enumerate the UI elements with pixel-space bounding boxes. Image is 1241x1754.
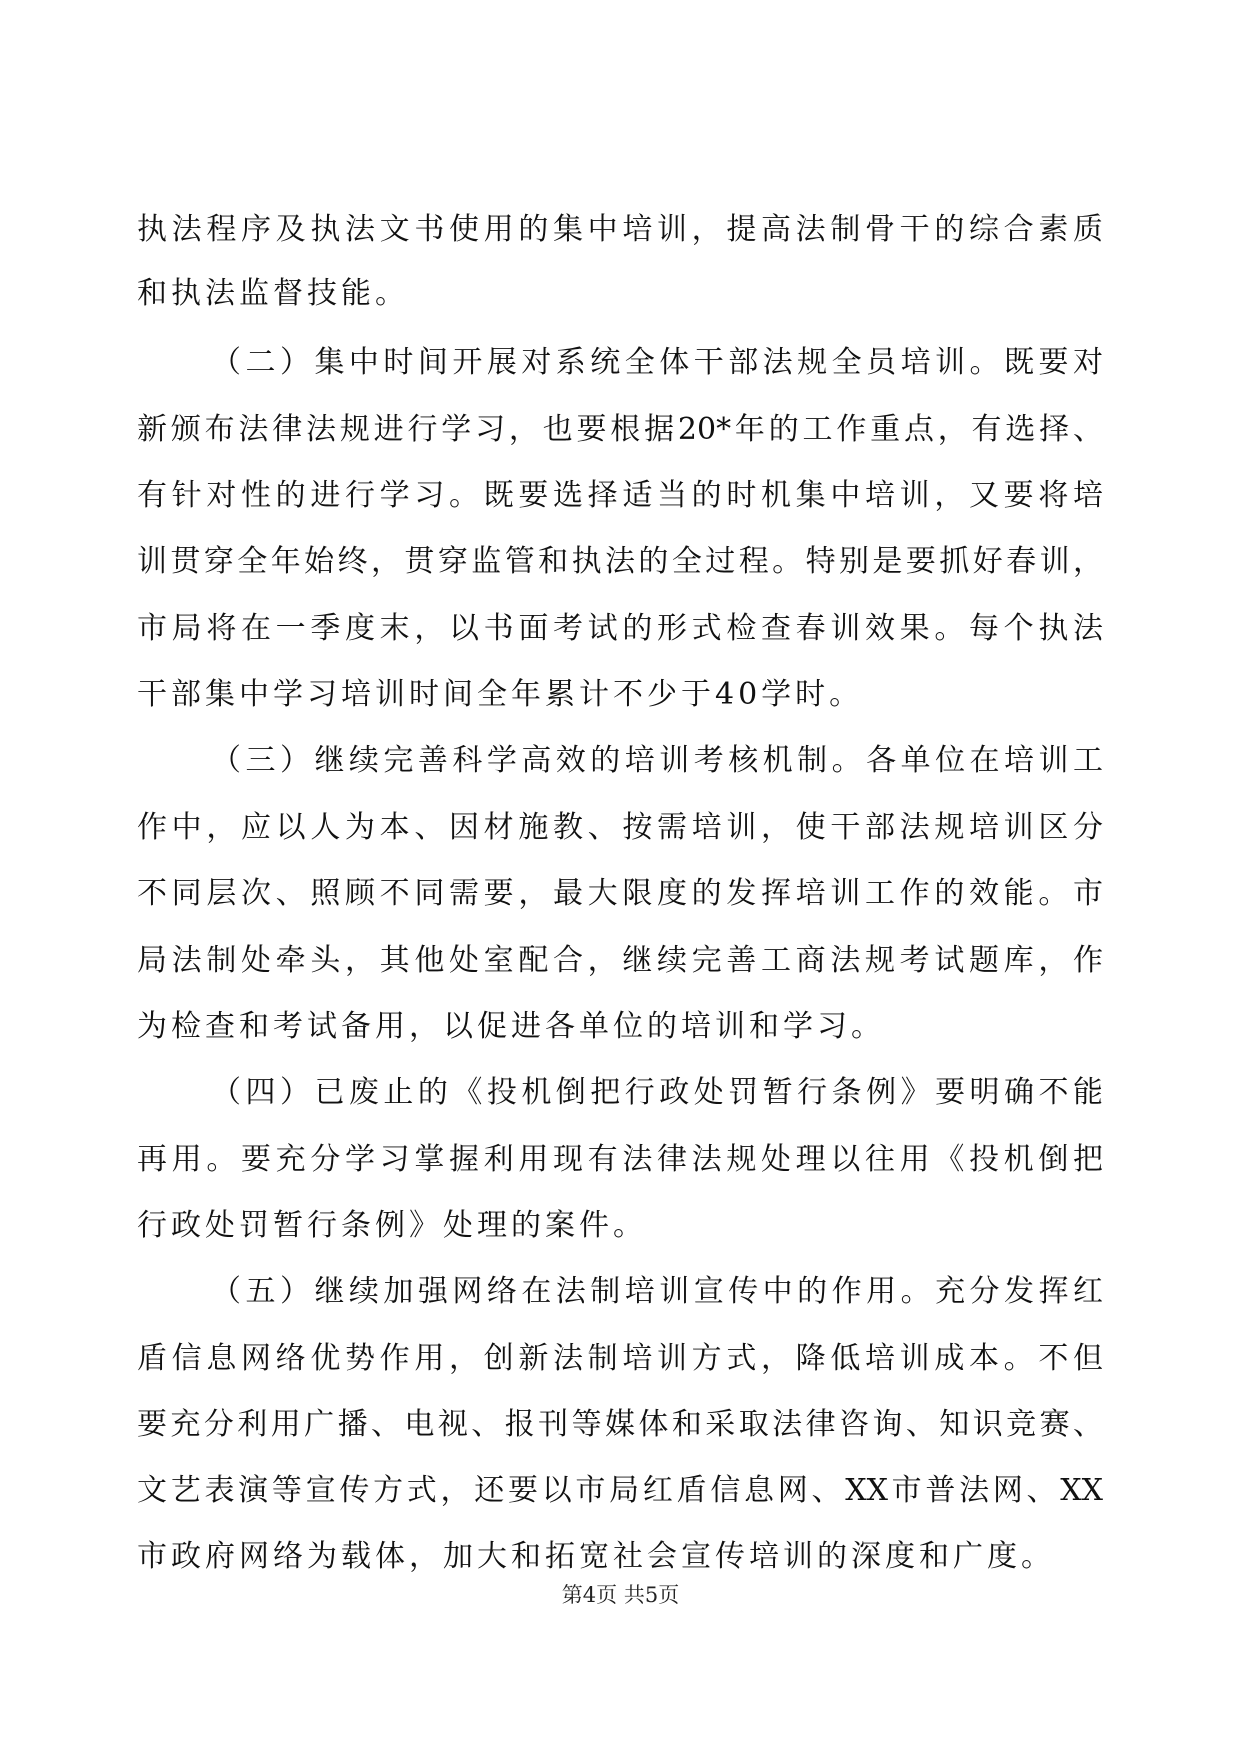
text-line: 作中，应以人为本、因材施教、按需培训，使干部法规培训区分 (137, 810, 1103, 845)
text-line: 不同层次、照顾不同需要，最大限度的发挥培训工作的效能。市 (137, 876, 1103, 911)
text-line: 市局将在一季度末，以书面考试的形式检查春训效果。每个执法 (137, 611, 1103, 646)
text-line: 干部集中学习培训时间全年累计不少于40学时。 (137, 677, 864, 712)
text-line: 有针对性的进行学习。既要选择适当的时机集中培训，又要将培 (137, 478, 1103, 513)
text-line: （二）集中时间开展对系统全体干部法规全员培训。既要对 (211, 345, 1103, 380)
text-line: 局法制处牵头，其他处室配合，继续完善工商法规考试题库，作 (137, 943, 1103, 978)
page-number-footer: 第4页 共5页 (561, 1583, 680, 1607)
text-line: 要充分利用广播、电视、报刊等媒体和采取法律咨询、知识竞赛、 (137, 1407, 1103, 1442)
text-line: 执法程序及执法文书使用的集中培训，提高法制骨干的综合素质 (137, 212, 1103, 247)
text-line: （三）继续完善科学高效的培训考核机制。各单位在培训工 (211, 743, 1103, 778)
text-line: 市政府网络为载体，加大和拓宽社会宣传培训的深度和广度。 (137, 1539, 1055, 1574)
text-line: 和执法监督技能。 (137, 276, 409, 311)
text-line: 为检查和考试备用，以促进各单位的培训和学习。 (137, 1009, 885, 1044)
text-line: 行政处罚暂行条例》处理的案件。 (137, 1208, 647, 1243)
text-line: 盾信息网络优势作用，创新法制培训方式，降低培训成本。不但 (137, 1341, 1103, 1376)
text-line: （五）继续加强网络在法制培训宣传中的作用。充分发挥红 (211, 1274, 1103, 1309)
text-line: 训贯穿全年始终，贯穿监管和执法的全过程。特别是要抓好春训， (137, 544, 1103, 579)
text-line: 新颁布法律法规进行学习，也要根据20*年的工作重点，有选择、 (137, 412, 1103, 447)
text-line: （四）已废止的《投机倒把行政处罚暂行条例》要明确不能 (211, 1075, 1103, 1110)
text-line: 再用。要充分学习掌握利用现有法律法规处理以往用《投机倒把 (137, 1142, 1103, 1177)
text-line: 文艺表演等宣传方式，还要以市局红盾信息网、XX市普法网、XX (137, 1473, 1103, 1508)
